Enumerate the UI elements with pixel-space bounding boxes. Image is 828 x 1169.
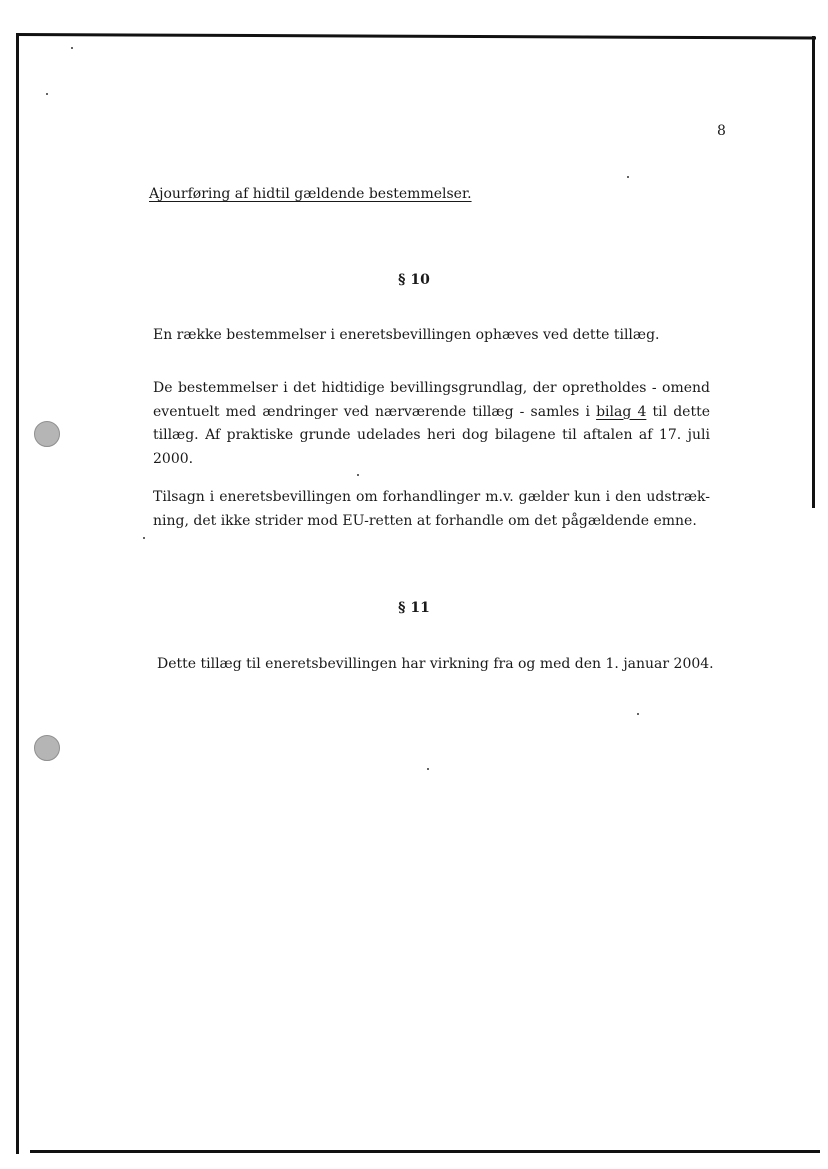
paragraph-provisions-part2: til dette tillæg. Af praktiske grunde udelades heri dog bilagene til aftalen af 17. juli 2000. xyxy=(153,403,711,467)
page-number: 8 xyxy=(717,123,726,139)
punch-hole-lower xyxy=(34,735,60,761)
paragraph-negotiations: Tilsagn i eneretsbevillingen om forhandlinger m.v. gælder kun i den udstræk-ning, det ikke strider mod EU-retten at forhandle om det pågældende emne. xyxy=(153,489,710,529)
section-10-mark: § 10 xyxy=(398,272,430,288)
scan-speck xyxy=(637,713,639,715)
section-heading: Ajourføring af hidtil gældende bestemmelser. xyxy=(149,186,472,202)
section-11-mark: § 11 xyxy=(398,600,430,616)
punch-hole-upper xyxy=(34,421,60,447)
scan-border-top xyxy=(16,33,816,39)
scan-speck xyxy=(357,474,359,476)
paragraph-provisions-part1: De bestemmelser i det hidtidige bevillingsgrundlag, der opretholdes - omend eventuelt med ændringer ved nærværende tillæg - samles i xyxy=(153,380,710,420)
scan-speck xyxy=(46,93,48,95)
paragraph-effective-date: Dette tillæg til eneretsbevillingen har virkning fra og med den 1. januar 2004. xyxy=(157,656,714,672)
paragraph-provisions xyxy=(153,377,710,471)
scan-speck xyxy=(627,176,629,178)
scan-speck xyxy=(71,47,73,49)
paragraph-repeal: En række bestemmelser i eneretsbevillingen ophæves ved dette tillæg. xyxy=(153,327,660,343)
bilag-4-reference: bilag 4 xyxy=(596,403,647,420)
scan-speck xyxy=(143,537,145,539)
scan-border-bottom xyxy=(30,1150,820,1153)
scan-speck xyxy=(427,768,429,770)
scan-border-left xyxy=(16,34,19,1154)
